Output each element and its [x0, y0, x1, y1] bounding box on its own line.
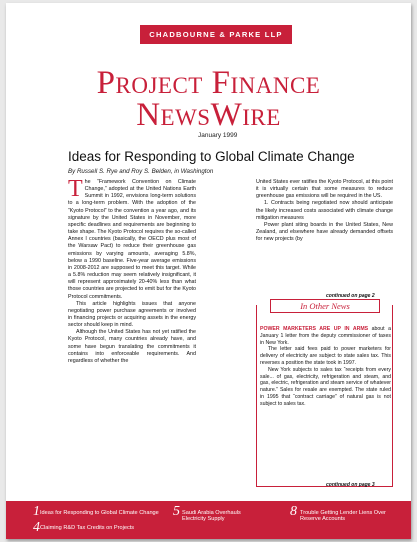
article-byline: By Russell S. Rye and Roy S. Belden, in Washington — [68, 168, 214, 175]
toc-item-link[interactable]: Trouble Getting Lender Liens Over Reserve Accounts — [300, 510, 386, 523]
toc-page-number: 1 — [33, 504, 40, 519]
issue-date: January 1999 — [198, 132, 238, 139]
article-column-1 — [68, 176, 196, 365]
toc-item-link[interactable]: Ideas for Responding to Global Climate Change — [40, 510, 159, 516]
article-paragraph: Power plant siting boards in the United States, New Zealand, and elsewhere have already demanded offsets for new projects (by — [256, 221, 393, 243]
sidebar-text — [260, 326, 391, 408]
newsletter-page — [6, 3, 411, 539]
article-paragraph-text: he “Framework Convention on Climate Change,” adopted at the United Nations Earth Summit in 1992, envisions long-term solutions to a long-term problem. With the adoption of the “Kyoto Protocol” to the convention a year ago, and its signature by the United States in November, more specific deadlines and requirements are beginning to take shape. The Kyoto Protocol requires the so-called Annex I countries (basically, the OECD plus most of the Warsaw Pact) to reduce their greenhouse gas emissions by varying amounts, averaging 5.8%, below a 1990 baseline. Five-year average emissions in 2008-2012 are supposed to meet this target. While a 5.8% reduction may seem relatively insignificant, it will represent approximately 20-40% less than what those countries are projected to emit but for the Kyoto Protocol commitments. — [68, 179, 196, 300]
drop-cap: T — [68, 176, 83, 202]
toc-item-link[interactable]: Claiming R&D Tax Credits on Projects — [40, 525, 135, 531]
sidebar-paragraph: New York subjects to sales tax “receipts from every sale... of gas, electricity, refrigeration and steam, and gas, electric, refrigeration and steam service of whatever nature.” Sales for resale are exempted. The state ruled in 1995 that “contract carriage” of natural gas is not subject to sales tax. — [260, 366, 391, 407]
sidebar-title: In Other News — [270, 299, 380, 313]
sidebar-kicker: POWER MARKETERS ARE UP IN ARMS — [260, 326, 369, 332]
sidebar-paragraph — [260, 326, 391, 346]
toc-page-number: 4 — [33, 520, 40, 535]
article-section-heading: 1. Contracts being negotiated now should anticipate the likely increased costs associated with climate change mitigation measures — [256, 200, 393, 221]
article-paragraph: Although the United States has not yet ratified the Kyoto Protocol, many countries already have, and some have begun translating the commitments it contains into enforceable requirements. And regardless of whether the — [68, 329, 196, 364]
article-paragraph: This article highlights issues that anyone negotiating power purchase agreements or involved in financing projects or acquiring assets in the energy sector should keep in mind. — [68, 300, 196, 329]
sidebar-paragraph-text: about a January 1 letter from the deputy commissioner of taxes in New York. — [260, 326, 391, 346]
firm-name-bar: CHADBOURNE & PARKE LLP — [140, 25, 292, 44]
continued-link[interactable]: continued on page 2 — [326, 293, 375, 299]
continued-link[interactable]: continued on page 3 — [326, 482, 375, 488]
article-paragraph: United States ever ratifies the Kyoto Protocol, at this point it is virtually certain that some measures to reduce greenhouse gas emissions will be required in the US. — [256, 179, 393, 200]
table-of-contents — [6, 501, 411, 539]
toc-item-link[interactable]: Saudi Arabia Overhauls Electricity Supply — [182, 510, 241, 523]
masthead-line-2: NewsWire — [136, 97, 281, 133]
toc-page-number: 5 — [173, 504, 180, 519]
sidebar-paragraph: The letter said fees paid to power marketers for delivery of electricity are subject to state sales tax. This reverses a position the state took in 1997. — [260, 346, 391, 366]
toc-page-number: 8 — [290, 504, 297, 519]
article-paragraph — [68, 176, 196, 301]
article-headline: Ideas for Responding to Global Climate Change — [68, 149, 355, 164]
article-column-2 — [256, 179, 393, 243]
masthead-line-1: Project Finance — [96, 65, 321, 101]
